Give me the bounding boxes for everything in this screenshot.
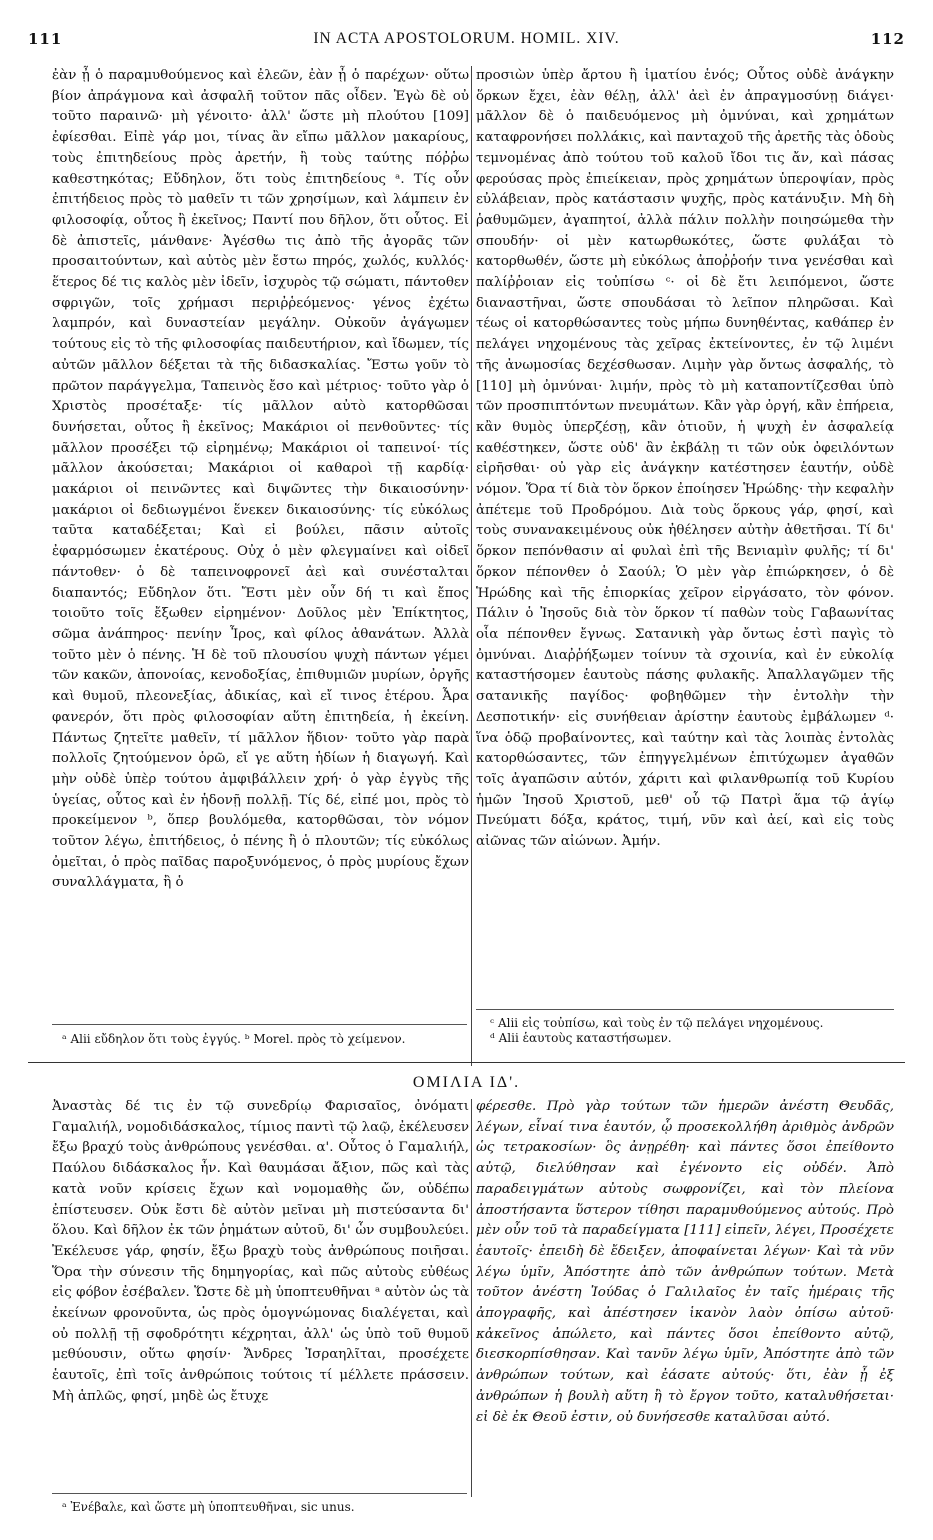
footnote-rule-left [52,1024,467,1025]
running-title: IN ACTA APOSTOLORUM. HOMIL. XIV. [313,30,620,47]
footnote-d: ᵈ Alii ἑαυτοὺς καταστήσωμεν. [490,1031,672,1045]
page-number-left: 111 [28,30,63,48]
homily-title: ΟΜΙΛΙΑ ΙΔ'. [412,1074,521,1091]
homily-right-text: φέρεσθε. Πρὸ γὰρ τούτων τῶν ἡμερῶν ἀνέστη Θευδᾶς, λέγων, εἶναί τινα ἑαυτόν, ᾧ προσεκολλήθη ἀριθμὸς ἀνδρῶν ὡς τετρακοσίων· ὃς ἀνῃρέθη· καὶ πάντες ὅσοι ἐπείθοντο αὐτῷ, διελύθησαν καὶ ἐγένοντο εἰς οὐδέν. Ἀπὸ παραδειγμάτων αὐτοὺς σωφρονίζει, καὶ τὸν πλείονα ἀποστήσαντα ὕστερον τίθησι παραμυθούμενος αὐτούς. Πρὸ μὲν οὖν τοῦ τὰ παραδείγματα [111] εἰπεῖν, λέγει, Προσέχετε ἑαυτοῖς· ἐπειδὴ δὲ ἔδειξεν, ἀποφαίνεται λέγων· Καὶ τὰ νῦν λέγω ὑμῖν, Ἀπόστητε ἀπὸ τῶν ἀνθρώπων τούτων. Μετὰ τοῦτον ἀνέστη Ἰούδας ὁ Γαλιλαῖος ἐν ταῖς ἡμέραις τῆς ἀπογραφῆς, καὶ ἀπέστησεν ἱκανὸν λαὸν ὀπίσω αὐτοῦ· κἀκεῖνος ἀπώλετο, καὶ πάντες ὅσοι ἐπείθοντο αὐτῷ, διεσκορπίσθησαν. Καὶ τανῦν λέγω ὑμῖν, Ἀπόστητε ἀπὸ τῶν ἀνθρώπων τούτων, καὶ ἐάσατε αὐτούς· ὅτι, ἐὰν ᾖ ἐξ ἀνθρώπων ἡ βουλὴ αὕτη ἢ τὸ ἔργον τοῦτο, καταλυθήσεται· εἰ δὲ ἐκ Θεοῦ ἐστιν, οὐ δυνήσεσθε καταλῦσαι αὐτό. [476,1099,894,1425]
text-column-left [52,66,469,894]
footnote-rule-bottom [52,1493,467,1494]
column-divider [471,66,472,1066]
footnotes-left: ᵃ Alii εὔδηλον ὅτι τοὺς ἐγγύς. ᵇ Morel. πρὸς τὸ χείμενον. [62,1032,406,1046]
footnote-c: ᶜ Alii εἰς τοὐπίσω, καὶ τοὺς ἐν τῷ πελάγει νηχομένους. [490,1016,824,1030]
column-right-text: προσιὼν ὑπὲρ ἄρτου ἢ ἱματίου ἑνός; Οὗτος οὐδὲ ἀνάγκην ὅρκων ἔχει, ἐὰν θέλῃ, ἀλλ' ἀεὶ ἐν ἀπραγμοσύνῃ διάγει· μᾶλλον δὲ ὁ παιδευόμενος μὴ ὀμνύναι, καὶ χρημάτων καταφρονήσει πολλάκις, καὶ πανταχοῦ τῆς ἀρετῆς τὰς ὁδοὺς τεμνομένας ἀπὸ τούτου τοῦ καλοῦ ἴδοι τις ἄν, καὶ πάσας φερούσας πρὸς ἐπιείκειαν, πρὸς χρημάτων ὑπεροψίαν, πρὸς εὐλάβειαν, πρὸς κατάστασιν ψυχῆς, πρὸς κατάνυξιν. Μὴ δὴ ῥαθυμῶμεν, ἀγαπητοί, ἀλλὰ πάλιν πολλὴν ποιησώμεθα τὴν σπουδήν· οἱ μὲν κατωρθωκότες, ὥστε φυλάξαι τὸ κατορθωθέν, ὥστε μὴ εὐκόλως ἀποῤῥοήν τινα γενέσθαι καὶ παλίῤῥοιαν εἰς τοὐπίσω ᶜ· οἱ δὲ ἔτι λειπόμενοι, ὥστε διαναστῆναι, ὥστε σπουδάσαι τὸ λεῖπον πληρῶσαι. Καὶ τέως οἱ κατορθώσαντες τοὺς μήπω δυνηθέντας, καθάπερ ἐν πελάγει νηχομένους τὰς χεῖρας ἐκτείνοντες, ἐν τῷ λιμένι τῆς ἀνωμοσίας δεχέσθωσαν. Λιμὴν γὰρ ὄντως ἀσφαλής, τὸ [110] μὴ ὀμνύναι· λιμήν, πρὸς τὸ μὴ καταποντίζεσθαι ὑπὸ τῶν προσπιπτόντων πνευμάτων. Κἂν γὰρ ὀργή, κἂν ἐπήρεια, κἂν θυμὸς ὑπερζέσῃ, κἂν ὁτιοῦν, ἡ ψυχὴ ἐν ἀσφαλείᾳ καθέστηκεν, ὥστε οὐδ' ἂν ἐκβάλῃ τι τῶν οὐκ ὀφειλόντων εἰρῆσθαι· οὐ γὰρ εἰς ἀνάγκην κατέστησεν ἑαυτήν, οὐδὲ νόμον. Ὅρα τί διὰ τὸν ὅρκον ἐποίησεν Ἡρώδης· τὴν κεφαλὴν ἀπέτεμε τοῦ Προδρόμου. Διὰ τοὺς ὅρκους γάρ, φησί, καὶ τοὺς συνανακειμένους οὐκ ἠθέλησεν αὐτὴν ἀθετῆσαι. Τί δι' ὅρκον πεπόνθασιν αἱ φυλαὶ ἐπὶ τῆς Βενιαμὶν φυλῆς; τί δι' ὅρκον πέπονθεν ὁ Σαούλ; Ὁ μὲν γὰρ ἐπιώρκησεν, ὁ δὲ Ἡρώδης καὶ τῆς ἐπιορκίας χεῖρον εἰργάσατο, τὸν φόνον. Πάλιν ὁ Ἰησοῦς διὰ τὸν ὅρκον τί παθὼν τοὺς Γαβαωνίτας οἷα πέπονθεν ἔγνως. Σατανικὴ γὰρ ὄντως ἐστὶ παγὶς τὸ ὀμνύναι. Διαῤῥήξωμεν τοίνυν τὰ σχοινία, καὶ ἐν εὐκολίᾳ καταστήσομεν ἑαυτοὺς πάσης φυλακῆς. Ἀπαλλαγῶμεν τῆς σατανικῆς παγίδος· φοβηθῶμεν τὴν ἐντολὴν τὴν Δεσποτικήν· εἰς συνήθειαν ἀρίστην ἑαυτοὺς ἐμβάλωμεν ᵈ· ἵνα ὁδῷ προβαίνοντες, καὶ ταύτην καὶ τὰς λοιπὰς ἐντολὰς κατορθώσαντες, τῶν ἐπηγγελμένων ἐπιτύχωμεν ἀγαθῶν τοῖς ἀγαπῶσιν αὐτόν, χάριτι καὶ φιλανθρωπίᾳ τοῦ Κυρίου ἡμῶν Ἰησοῦ Χριστοῦ, μεθ' οὗ τῷ Πατρὶ ἅμα τῷ ἁγίῳ Πνεύματι δόξα, κράτος, τιμή, νῦν καὶ ἀεί, καὶ εἰς τοὺς αἰῶνας τῶν αἰώνων. Ἀμήν. [476,68,894,850]
footnote-bottom: ᵃ Ἐνέβαλε, καὶ ὥστε μὴ ὑποπτευθῆναι, sic unus. [62,1500,355,1514]
footnotes-right [490,1016,894,1046]
homily-left-text: Ἀναστὰς δέ τις ἐν τῷ συνεδρίῳ Φαρισαῖος, ὀνόματι Γαμαλιήλ, νομοδιδάσκαλος, τίμιος παντὶ τῷ λαῷ, ἐκέλευσεν ἔξω βραχύ τοὺς ἀνθρώπους γενέσθαι. α'. Οὗτος ὁ Γαμαλιήλ, Παύλου διδάσκαλος ἦν. Καὶ θαυμάσαι ἄξιον, πῶς καὶ τὰς κατὰ νοῦν κρίσεις ἔχων καὶ νομομαθὴς ὤν, οὐδέπω ἐπίστευσεν. Οὐκ ἔστι δὲ αὐτὸν μεῖναι μὴ πιστεύσαντα δι' ὅλου. Καὶ δῆλον ἐκ τῶν ῥημάτων αὐτοῦ, δι' ὧν συμβουλεύει. Ἐκέλευσε γάρ, φησίν, ἔξω βραχὺ τοὺς ἀνθρώπους ποιῆσαι. Ὅρα τὴν σύνεσιν τῆς δημηγορίας, καὶ πῶς αὐτοὺς εὐθέως εἰς φόβον ἐσέβαλεν. Ὥστε δὲ μὴ ὑποπτευθῆναι ᵃ αὐτὸν ὡς τὰ ἐκείνων φρονοῦντα, ὡς πρὸς ὁμογνώμονας διαλέγεται, καὶ οὐ πολλῇ τῇ σφοδρότητι κέχρηται, ἀλλ' ὡς ὑπὸ τοῦ θυμοῦ μεθύουσιν, οὕτω φησίν· Ἄνδρες Ἰσραηλῖται, προσέχετε ἑαυτοῖς, ἐπὶ τοῖς ἀνθρώποις τούτοις τί μέλλετε πράσσειν. Μὴ ἁπλῶς, φησί, μηδὲ ὡς ἔτυχε [52,1099,469,1404]
footnote-rule-right [476,1009,894,1010]
page-header [28,30,905,54]
text-column-right [476,66,894,853]
homily-column-right [476,1097,894,1428]
column-left-text: ἐὰν ᾖ ὁ παραμυθούμενος καὶ ἐλεῶν, ἐὰν ᾖ ὁ παρέχων· οὕτω βίον ἀπράγμονα καὶ ἀσφαλῆ τοῦτον πᾶς οἶδεν. Ἐγὼ δὲ οὐ τοῦτο παραινῶ· μὴ γένοιτο· ἀλλ' ὥστε μὴ πλούτου [109] ἐφίεσθαι. Εἰπὲ γάρ μοι, τίνας ἂν εἴπω μᾶλλον μακαρίους, τοὺς ἐπιτηδείους πρὸς ἀρετήν, ἢ τοὺς ταύτης πόῤῥω καθεστηκότας; Εὔδηλον, ὅτι τοὺς ἐπιτηδείους ᵃ. Τίς οὖν ἐπιτήδειος πρὸς τὸ μαθεῖν τι τῶν χρησίμων, καὶ λάμπειν ἐν φιλοσοφίᾳ, οὗτος ἢ ἐκεῖνος; Παντί που δῆλον, ὅτι οὗτος. Εἰ δὲ ἀπιστεῖς, μάνθανε· Ἀγέσθω τις ἀπὸ τῆς ἀγορᾶς τῶν προσαιτούντων, καὶ αὐτὸς μὲν ἔστω πηρός, χωλός, κυλλός· ἕτερος δέ τις καλὸς μὲν ἰδεῖν, ἰσχυρὸς τῷ σώματι, πάντοθεν σφριγῶν, τοῖς χρήμασι περιῤῥεόμενος· γένος ἐχέτω λαμπρόν, καὶ δυναστείαν μεγάλην. Οὐκοῦν ἀγάγωμεν τούτους εἰς τὸ τῆς φιλοσοφίας παιδευτήριον, καὶ ἴδωμεν, τίς αὐτῶν μᾶλλον δέξεται τὰ τῆς διδασκαλίας. Ἔστω γοῦν τὸ πρῶτον παράγγελμα, Ταπεινὸς ἔσο καὶ μέτριος· τοῦτο γὰρ ὁ Χριστὸς προσέταξε· τίς μᾶλλον αὐτὸ κατορθῶσαι δυνήσεται, οὗτος ἢ ἐκεῖνος; Μακάριοι οἱ πενθοῦντες· τίς μᾶλλον προσέξει τῷ εἰρημένῳ; Μακάριοι οἱ ταπεινοί· τίς μᾶλλον ἀκούσεται; Μακάριοι οἱ καθαροὶ τῇ καρδίᾳ· μακάριοι οἱ πεινῶντες καὶ διψῶντες τὴν δικαιοσύνην· μακάριοι οἱ δεδιωγμένοι ἕνεκεν δικαιοσύνης· τίς εὐκόλως ταῦτα καταδέξεται; Καὶ εἰ βούλει, πᾶσιν αὐτοῖς ἐφαρμόσωμεν ἑκατέρους. Οὐχ ὁ μὲν φλεγμαίνει καὶ οἰδεῖ πάντοθεν· ὁ δὲ ταπεινοφρονεῖ ἀεὶ καὶ συνέσταλται διαπαντός; Εὔδηλον ὅτι. Ἔστι μὲν οὖν δή τι καὶ ἔπος τοιοῦτο τοῖς ἔξωθεν εἰρημένον· Δοῦλος μὲν Ἐπίκτητος, σῶμα ἀνάπηρος· πενίην Ἶρος, καὶ φίλος ἀθανάτων. Ἀλλὰ τοῦτο μὲν ὁ πένης. Ἡ δὲ τοῦ πλουσίου ψυχὴ πάντων γέμει τῶν κακῶν, ἀπονοίας, κενοδοξίας, ἐπιθυμιῶν μυρίων, ὀργῆς καὶ θυμοῦ, πλεονεξίας, ἀδικίας, καὶ εἴ τινος ἑτέρου. Ἆρα φανερόν, ὅτι πρὸς φιλοσοφίαν αὕτη ἐπιτηδεία, ἡ ἐκείνη. Πάντως ζητεῖτε μαθεῖν, τί μᾶλλον ἥδιον· τοῦτο γὰρ παρὰ πολλοῖς ζητούμενον ὁρῶ, εἴ γε αὕτη ἡδίων ἡ διαγωγή. Καὶ μὴν οὐδὲ ὑπὲρ τούτου ἀμφιβάλλειν χρή· ὁ γὰρ ἐγγὺς τῆς ὑγείας, οὗτος καὶ ἐν ἡδονῇ πολλῇ. Τίς δέ, εἰπέ μοι, πρὸς τὸ προκείμενον ᵇ, ὅπερ βουλόμεθα, κατορθῶσαι, τὸν νόμον τοῦτον λέγω, ἐπιτήδειος, ὁ πένης ἢ ὁ πλουτῶν; τίς εὐκόλως ὀμεῖται, ὁ πρὸς παῖδας παροξυνόμενος, ὁ πρὸς μυρίους ἔχων συναλλάγματα, ἢ ὁ [52,68,469,891]
section-rule [28,1062,905,1063]
page-number-right: 112 [870,30,905,48]
column-divider-lower [471,1099,472,1497]
homily-column-left [52,1097,469,1408]
